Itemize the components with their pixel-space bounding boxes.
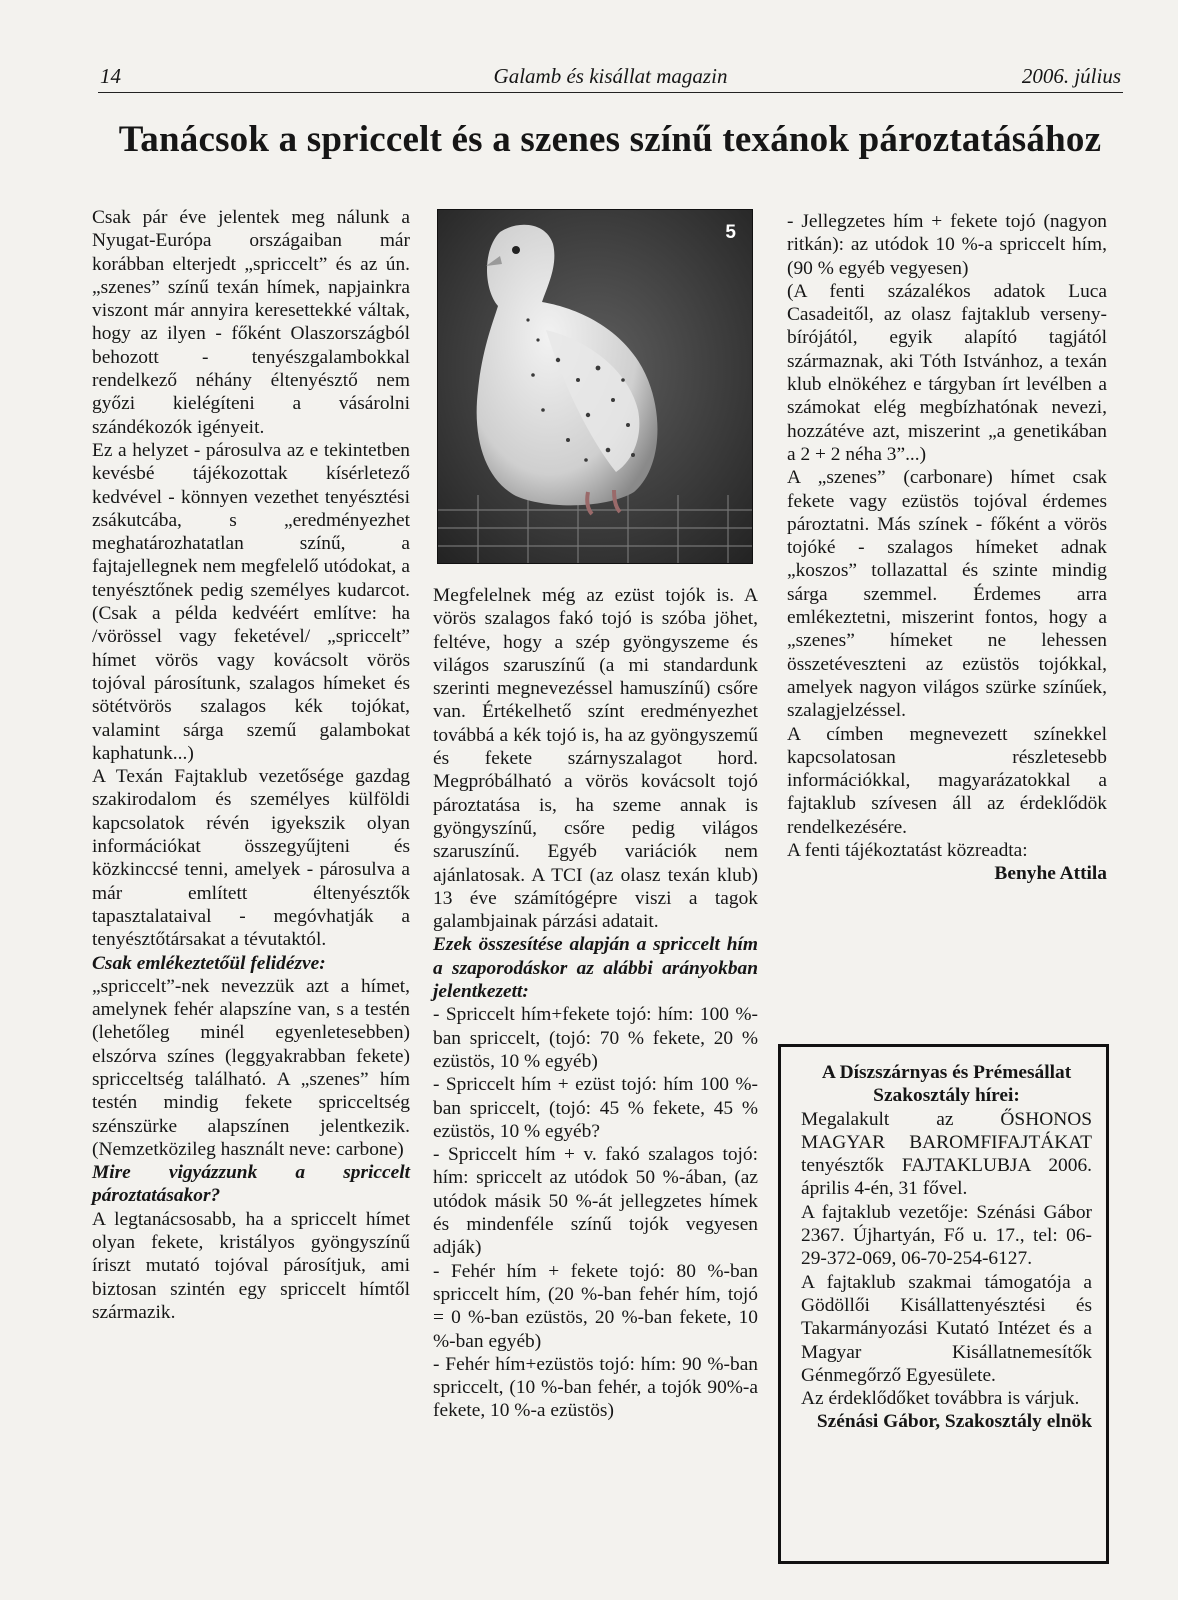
paragraph: Ez a helyzet - párosulva az e tekintetben kevésbé tájékozottak kísérletező kedvével - könnyen vezethet tenyésztési zsákutcába, s „eredményezhet meghatározhatatlan színű, a fajtajellegnek nem megfelelő utódokat, a tenyésztőnek pedig személyes kudarcot. (Csak a példa kedvéért említve: ha /vörössel vagy feketével/ „spriccelt” hímet vörös vagy kovácsolt vörös tojóval párosítunk, szalagos hímeket és sötétvörös szalagos kék tojókat, valamint sárga szemű galambokat kaphatunk...) <box>92 439 410 764</box>
list-item: - Fehér hím + fekete tojó: 80 %-ban spriccelt hím, (20 %-ban fehér hím, tojó = 0 %-ban ezüstös, 20 %-ban fekete, 10 %-ban egyéb) <box>433 1260 758 1352</box>
paragraph: Megfelelnek még az ezüst tojók is. A vörös szalagos fakó tojó is szóba jöhet, feltéve, hogy a szép gyöngyszeme és világos szaruszínű (a mi standardunk szerinti megnevezéssel hamuszínű) csőre van. Értékelhető színt eredményezhet továbbá a kék tojó is, ha az gyöngyszemű és fekete szárnyszalagot hord. Megpróbálható a vörös kovácsolt tojó pároztatása is, ha szeme annak is gyöngyszínű, csőre pedig világos szaruszínű. Egyéb variációk nem ajánlatosak. A TCI (az olasz texán klub) 13 éve számítógépre viszi a tagok galambjainak párzási adatait. <box>433 585 758 933</box>
author-name: Benyhe Attila <box>994 863 1107 885</box>
list-item: - Fehér hím+ezüstös tojó: hím: 90 %-ban spriccelt, (10 %-ban fehér, a tojók 90%-a fekete, 10 %-a ezüstös) <box>433 1353 758 1422</box>
paragraph: - Jellegzetes hím + fekete tojó (nagyon ritkán): az utódok 10 %-a spriccelt hím, (90 % egyéb vegyesen) <box>787 211 1107 279</box>
page-header <box>98 62 1123 93</box>
paragraph: A fajtaklub szakmai támogatója a Gödöllői Kisállattenyésztési és Takarmányozási Kutató Intézet és a Magyar Kisállatnemesítők Génmegőrző Egyesülete. <box>801 1271 1092 1386</box>
subheading: Csak emlékeztetőül felidézve: <box>92 952 326 974</box>
paragraph: (A fenti százalékos adatok Luca Casadeitől, az olasz fajtaklub verseny-bírójától, egyik alapító tagjától származnak, aki Tóth Istvánhoz, a texán klub elnökéhez e tárgyban írt levélben a számokat elég megbízhatónak nevezi, hozzátéve azt, miszerint „a genetikában a 2 + 2 néha 3”...) <box>787 280 1107 465</box>
column-1 <box>92 206 410 1324</box>
pigeon-photo <box>437 209 753 564</box>
paragraph: A „szenes” (carbonare) hímet csak fekete vagy ezüstös tojóval érdemes pároztatni. Más színek - főként a vörös tojóké - szalagos hímeket adnak „koszos” tollazattal és szinte mindig sárga szemmel. Érdemes arra emlékeztetni, miszerint fontos, hogy a „szenes” hímeket ne lehessen összetéveszteni az ezüstös tojókkal, amelyek nagyon világos szürke színűek, szalagjelzéssel. <box>787 467 1107 722</box>
page-number: 14 <box>100 64 121 88</box>
issue-date: 2006. július <box>1021 64 1121 88</box>
paragraph: A címben megnevezett színekkel kapcsolatosan részletesebb információkkal, magyarázatokkal a fajtaklub szívesen áll az érdeklődök rendelkezésére. <box>787 723 1107 838</box>
list-item: - Spriccelt hím+fekete tojó: hím: 100 %-ban spriccelt, (tojó: 70 % fekete, 20 % ezüstös, 10 % egyéb) <box>433 1004 758 1072</box>
news-box-title: A Díszszárnyas és Prémesállat Szakosztály hírei: <box>821 1062 1072 1107</box>
paragraph: Csak pár éve jelentek meg nálunk a Nyugat-Európa országaiban már korábban elterjedt „spriccelt” és az ún. „szenes” színű texán hímek, napjainkra viszont már annyira keresettekké váltak, hogy az ilyen - főként Olaszországból behozott - tenyészgalambokkal rendelkező néhány éltenyésztő nem győzi kielégíteni a vásárolni szándékozók igényeit. <box>92 207 410 438</box>
column-2 <box>433 584 758 1423</box>
column-3 <box>787 210 1107 886</box>
magazine-name: Galamb és kisállat magazin <box>493 64 728 88</box>
list-item: - Spriccelt hím + v. fakó szalagos tojó: hím: spriccelt az utódok 50 %-ában, (az utódok másik 50 %-át jellegzetes hímek és mindenféle színű tojók vegyesen adják) <box>433 1144 758 1259</box>
paragraph: A Texán Fajtaklub vezetősége gazdag szakirodalom és személyes külföldi kapcsolatok révén igyekszik olyan információkat összegyűjteni és közkinccsé tenni, amelyek - párosulva a már említett éltenyésztők tapasztalataival - megóvhatják a tenyésztőtársakat a tévutaktól. <box>92 766 410 951</box>
paragraph: A legtanácsosabb, ha a spriccelt hímet olyan fekete, kristályos gyöngyszínű íriszt mutató tojóval párosítjuk, ami biztosan szintén egy spriccelt hímtől származik. <box>92 1208 410 1323</box>
paragraph: „spriccelt”-nek nevezzük azt a hímet, amelynek fehér alapszíne van, s a testén (lehetőleg minél egyenletesebben) elszórva színes (leggyakrabban fekete) spricceltség található. A „szenes” hím testén mindig fekete spricceltség szénszürke alapszínen jelentkezik. (Nemzetközileg használt neve: carbone) <box>92 975 410 1160</box>
signature: Szénási Gábor, Szakosztály elnök <box>816 1411 1092 1433</box>
paragraph: Az érdeklődőket továbbra is várjuk. <box>801 1388 1080 1410</box>
paragraph: Megalakult az ŐSHONOS MAGYAR BAROMFIFAJTÁKAT tenyésztők FAJTAKLUBJA 2006. április 4-én, 31 fővel. <box>801 1108 1092 1200</box>
article-title: Tanácsok a spriccelt és a szenes színű texánok pároztatásához <box>118 119 1102 160</box>
paragraph: A fenti tájékoztatást közreadta: <box>787 840 1028 862</box>
photo-number: 5 <box>725 222 736 243</box>
paragraph: A fajtaklub vezetője: Szénási Gábor 2367. Újhartyán, Fő u. 17., tel: 06-29-372-069, 06-70-254-6127. <box>801 1201 1092 1270</box>
list-item: - Spriccelt hím + ezüst tojó: hím 100 %-ban spriccelt, (tojó: 45 % fekete, 45 % ezüstös, 10 % egyéb? <box>433 1074 758 1142</box>
news-box <box>778 1044 1109 1564</box>
subheading: Mire vigyázzunk a spriccelt pároztatásakor? <box>92 1162 410 1207</box>
pigeon-image <box>438 210 752 563</box>
subheading: Ezek összesítése alapján a spriccelt hím a szaporodáskor az alábbi arányokban jelentkezett: <box>433 934 758 1003</box>
